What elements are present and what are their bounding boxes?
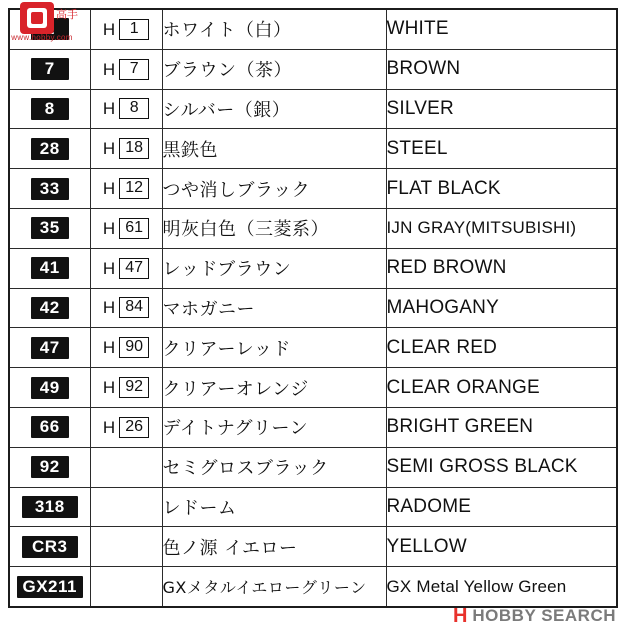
gunze-h-code-cell (90, 567, 162, 606)
mr-color-code-cell (10, 49, 90, 89)
gunze-h-code-cell (90, 10, 162, 49)
mr-color-code-cell (10, 208, 90, 248)
mr-color-code-chip: 92 (31, 456, 69, 478)
color-name-jp: クリアーレッド (162, 328, 386, 368)
color-name-jp: セミグロスブラック (162, 447, 386, 487)
mr-color-code-cell (10, 487, 90, 527)
table-row (10, 129, 616, 169)
mr-color-code-chip: 8 (31, 98, 69, 120)
gunze-h-code-cell (90, 89, 162, 129)
gunze-h-code (103, 377, 149, 398)
gunze-h-code (103, 19, 149, 40)
table-row (10, 169, 616, 209)
gunze-h-code-cell (90, 527, 162, 567)
table-row (10, 208, 616, 248)
table-row (10, 567, 616, 606)
logo-cn-text: 高手 (56, 8, 78, 21)
gunze-h-code-cell (90, 368, 162, 408)
color-name-jp: クリアーオレンジ (162, 368, 386, 408)
color-name-en: BROWN (386, 49, 616, 89)
h-number-box: 7 (119, 59, 149, 80)
gunze-h-code-cell (90, 487, 162, 527)
gunze-h-code-cell (90, 407, 162, 447)
mr-color-code-chip: 35 (31, 217, 69, 239)
mr-color-code-chip: CR3 (22, 536, 78, 558)
table-row (10, 527, 616, 567)
h-number-box: 1 (119, 19, 149, 40)
color-name-jp: マホガニー (162, 288, 386, 328)
color-name-en: IJN GRAY(MITSUBISHI) (386, 208, 616, 248)
color-name-en: FLAT BLACK (386, 169, 616, 209)
gunze-h-code-cell (90, 328, 162, 368)
mr-color-code-chip: 47 (31, 337, 69, 359)
paint-color-table (8, 8, 618, 608)
h-prefix-label: H (102, 417, 116, 437)
color-name-en: RED BROWN (386, 248, 616, 288)
mr-color-code-cell (10, 368, 90, 408)
table-row (10, 368, 616, 408)
mr-color-code-chip: 66 (31, 416, 69, 438)
color-name-jp: レドーム (162, 487, 386, 527)
mr-color-code-chip: 7 (31, 58, 69, 80)
color-name-en: BRIGHT GREEN (386, 407, 616, 447)
mr-color-code-cell (10, 447, 90, 487)
mr-color-code-chip: 41 (31, 257, 69, 279)
table-row (10, 328, 616, 368)
gunze-h-code (103, 98, 149, 119)
color-name-jp: ブラウン（茶） (162, 49, 386, 89)
h-prefix-label: H (102, 179, 116, 199)
logo-url-text: www.hobby.com (11, 33, 73, 42)
color-name-en: GX Metal Yellow Green (386, 567, 616, 606)
logo-watermark (6, 2, 78, 48)
mr-color-code-cell (10, 288, 90, 328)
color-name-jp: デイトナグリーン (162, 407, 386, 447)
mr-color-code-chip: 33 (31, 178, 69, 200)
gunze-h-code (103, 417, 149, 438)
h-number-box: 18 (119, 138, 149, 159)
logo-mark-icon (20, 2, 54, 34)
mr-color-code-cell (10, 567, 90, 606)
gunze-h-code (103, 178, 149, 199)
color-name-jp: レッドブラウン (162, 248, 386, 288)
color-name-jp: 明灰白色（三菱系） (162, 208, 386, 248)
hobby-search-label: HOBBY SEARCH (472, 606, 616, 625)
hobby-search-mark-icon: H (452, 605, 468, 627)
h-prefix-label: H (102, 139, 116, 159)
table-row (10, 487, 616, 527)
table-row (10, 10, 616, 49)
h-prefix-label: H (102, 338, 116, 358)
color-name-en: YELLOW (386, 527, 616, 567)
gunze-h-code (103, 258, 149, 279)
mr-color-code-cell (10, 407, 90, 447)
mr-color-code-cell (10, 248, 90, 288)
table-row (10, 288, 616, 328)
mr-color-code-chip: 42 (31, 297, 69, 319)
hobby-search-watermark (453, 606, 616, 626)
color-name-en: CLEAR ORANGE (386, 368, 616, 408)
table-row (10, 248, 616, 288)
color-name-jp: 黒鉄色 (162, 129, 386, 169)
h-number-box: 26 (119, 417, 149, 438)
h-prefix-label: H (102, 59, 116, 79)
color-grid (10, 10, 616, 606)
gunze-h-code (103, 138, 149, 159)
table-row (10, 89, 616, 129)
gunze-h-code-cell (90, 169, 162, 209)
h-prefix-label: H (102, 258, 116, 278)
h-prefix-label: H (102, 378, 116, 398)
gunze-h-code-cell (90, 288, 162, 328)
h-number-box: 8 (119, 98, 149, 119)
mr-color-code-cell (10, 169, 90, 209)
table-row (10, 407, 616, 447)
color-name-en: SILVER (386, 89, 616, 129)
gunze-h-code-cell (90, 208, 162, 248)
h-number-box: 61 (119, 218, 149, 239)
gunze-h-code (103, 218, 149, 239)
mr-color-code-chip: 318 (22, 496, 78, 518)
gunze-h-code-cell (90, 248, 162, 288)
color-name-en: WHITE (386, 10, 616, 49)
gunze-h-code (103, 337, 149, 358)
h-number-box: 47 (119, 258, 149, 279)
mr-color-code-chip: 28 (31, 138, 69, 160)
h-prefix-label: H (102, 218, 116, 238)
table-row (10, 49, 616, 89)
mr-color-code-cell (10, 527, 90, 567)
mr-color-code-cell (10, 129, 90, 169)
gunze-h-code (103, 297, 149, 318)
color-name-jp: ホワイト（白） (162, 10, 386, 49)
color-name-jp: 色ノ源 イエロー (162, 527, 386, 567)
h-prefix-label: H (102, 99, 116, 119)
mr-color-code-cell (10, 328, 90, 368)
color-name-jp: つや消しブラック (162, 169, 386, 209)
gunze-h-code-cell (90, 49, 162, 89)
gunze-h-code (103, 59, 149, 80)
h-number-box: 92 (119, 377, 149, 398)
color-name-en: MAHOGANY (386, 288, 616, 328)
gunze-h-code-cell (90, 447, 162, 487)
mr-color-code-chip: 49 (31, 377, 69, 399)
h-number-box: 12 (119, 178, 149, 199)
color-name-jp: GXメタルイエローグリーン (162, 567, 386, 606)
color-name-en: SEMI GROSS BLACK (386, 447, 616, 487)
h-number-box: 84 (119, 297, 149, 318)
h-number-box: 90 (119, 337, 149, 358)
color-name-en: RADOME (386, 487, 616, 527)
mr-color-code-chip: GX211 (17, 576, 84, 598)
color-name-en: CLEAR RED (386, 328, 616, 368)
mr-color-code-cell (10, 89, 90, 129)
table-row (10, 447, 616, 487)
color-name-en: STEEL (386, 129, 616, 169)
h-prefix-label: H (102, 19, 116, 39)
h-prefix-label: H (102, 298, 116, 318)
color-name-jp: シルバー（銀） (162, 89, 386, 129)
gunze-h-code-cell (90, 129, 162, 169)
